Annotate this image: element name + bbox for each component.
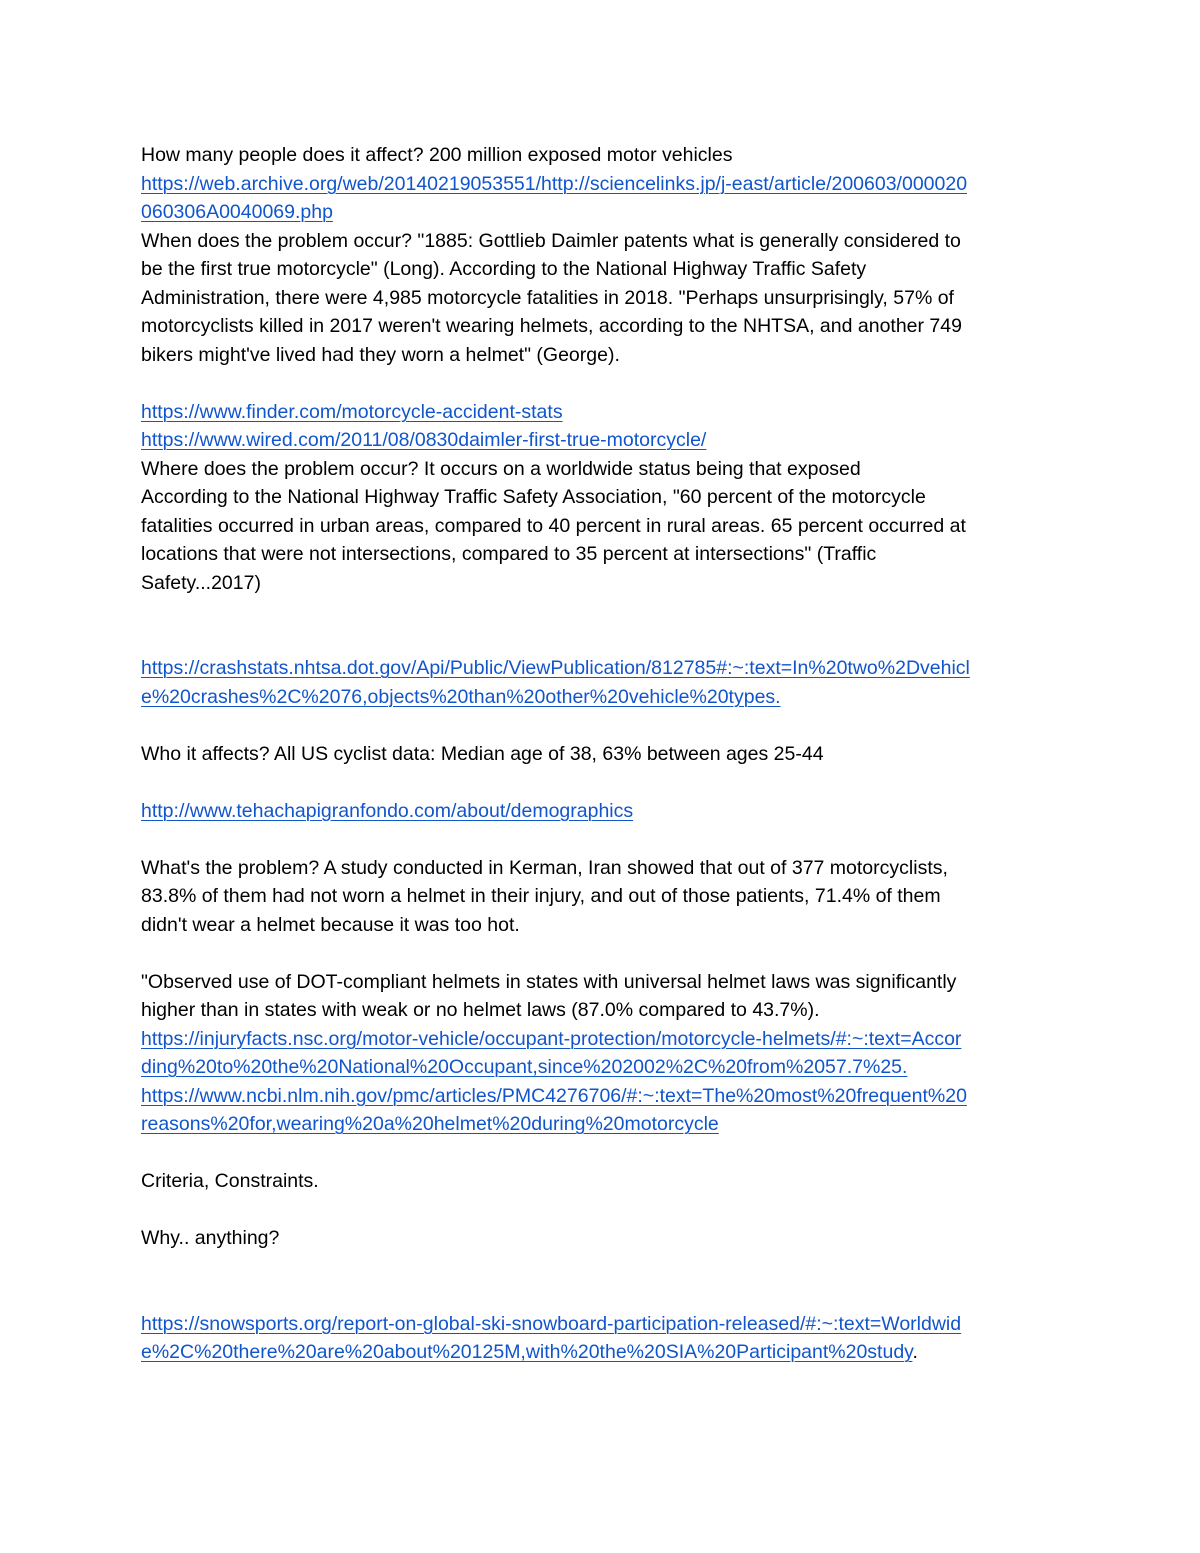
- hyperlink[interactable]: reasons%20for,wearing%20a%20helmet%20during%20motorcycle: [141, 1113, 719, 1135]
- paragraph-line: motorcyclists killed in 2017 weren't wearing helmets, according to the NHTSA, and another 749: [141, 315, 962, 337]
- paragraph-line: higher than in states with weak or no helmet laws (87.0% compared to 43.7%).: [141, 999, 820, 1021]
- hyperlink[interactable]: https://www.wired.com/2011/08/0830daimler-first-true-motorcycle/: [141, 429, 707, 451]
- hyperlink[interactable]: https://www.ncbi.nlm.nih.gov/pmc/articles/PMC4276706/#:~:text=The%20most%20frequent%20: [141, 1084, 967, 1107]
- paragraph-line: 83.8% of them had not worn a helmet in their injury, and out of those patients, 71.4% of them: [141, 885, 941, 907]
- paragraph-line: didn't wear a helmet because it was too hot.: [141, 913, 520, 936]
- hyperlink[interactable]: https://crashstats.nhtsa.dot.gov/Api/Public/ViewPublication/812785#:~:text=In%20two%2Dvehicl: [141, 657, 970, 679]
- blank-line: [141, 825, 1066, 854]
- paragraph-line: What's the problem? A study conducted in Kerman, Iran showed that out of 377 motorcyclists,: [141, 856, 948, 879]
- blank-line: [141, 939, 1066, 968]
- paragraph-line: Criteria, Constraints.: [141, 1170, 319, 1192]
- link-line: [141, 797, 1066, 826]
- blank-line: [141, 1139, 1066, 1168]
- hyperlink[interactable]: ding%20to%20the%20National%20Occupant,since%202002%2C%20from%2057.7%25.: [141, 1056, 908, 1078]
- paragraph-line: Where does the problem occur? It occurs on a worldwide status being that exposed: [141, 457, 861, 480]
- hyperlink[interactable]: e%2C%20there%20are%20about%20125M,with%20the%20SIA%20Participant%20study: [141, 1341, 913, 1363]
- paragraph-line: "Observed use of DOT-compliant helmets in states with universal helmet laws was significantly: [141, 970, 957, 993]
- paragraph-line: fatalities occurred in urban areas, compared to 40 percent in rural areas. 65 percent occurred at: [141, 514, 966, 537]
- paragraph-line: be the first true motorcycle" (Long). According to the National Highway Traffic Safety: [141, 258, 867, 280]
- link-line: [141, 198, 1066, 227]
- document-body: [141, 141, 1066, 1367]
- blank-line: [141, 711, 1066, 740]
- link-line: [141, 1053, 1066, 1082]
- trailing-period: .: [912, 1341, 918, 1363]
- paragraph-line: Who it affects? All US cyclist data: Median age of 38, 63% between ages 25-44: [141, 742, 824, 765]
- paragraph-line: How many people does it affect? 200 million exposed motor vehicles: [141, 144, 733, 166]
- hyperlink[interactable]: http://www.tehachapigranfondo.com/about/demographics: [141, 799, 634, 822]
- link-line: [141, 170, 1066, 199]
- link-line: [141, 683, 1066, 712]
- link-line: [141, 654, 1066, 683]
- link-line: [141, 398, 1066, 427]
- paragraph-line: Safety...2017): [141, 571, 261, 594]
- paragraph-line: Administration, there were 4,985 motorcycle fatalities in 2018. "Perhaps unsurprisingly, 57% of: [141, 286, 954, 309]
- hyperlink[interactable]: https://injuryfacts.nsc.org/motor-vehicle/occupant-protection/motorcycle-helmets/#:~:text=Accor: [141, 1027, 962, 1050]
- paragraph-line: bikers might've lived had they worn a helmet" (George).: [141, 343, 620, 366]
- hyperlink[interactable]: 060306A0040069.php: [141, 201, 333, 223]
- link-line: [141, 426, 1066, 455]
- link-line: [141, 1110, 1066, 1139]
- link-line: [141, 1025, 1066, 1054]
- blank-line: [141, 369, 1066, 398]
- hyperlink[interactable]: https://web.archive.org/web/20140219053551/http://sciencelinks.jp/j-east/article/200603/000020: [141, 172, 968, 195]
- blank-line: [141, 1196, 1066, 1225]
- blank-line: [141, 1253, 1066, 1310]
- hyperlink[interactable]: https://www.finder.com/motorcycle-accident-stats: [141, 400, 563, 423]
- hyperlink[interactable]: https://snowsports.org/report-on-global-ski-snowboard-participation-released/#:~:text=Worldwid: [141, 1312, 962, 1335]
- link-line: [141, 1338, 1066, 1367]
- paragraph-line: According to the National Highway Traffic Safety Association, "60 percent of the motorcycle: [141, 486, 926, 508]
- hyperlink[interactable]: e%20crashes%2C%2076,objects%20than%20other%20vehicle%20types.: [141, 685, 781, 708]
- paragraph-line: When does the problem occur? "1885: Gottlieb Daimler patents what is generally considered to: [141, 229, 961, 252]
- link-line: [141, 1082, 1066, 1111]
- link-line: [141, 1310, 1066, 1339]
- paragraph-line: Why.. anything?: [141, 1227, 280, 1249]
- blank-line: [141, 597, 1066, 654]
- paragraph-line: locations that were not intersections, compared to 35 percent at intersections" (Traffic: [141, 543, 877, 565]
- blank-line: [141, 768, 1066, 797]
